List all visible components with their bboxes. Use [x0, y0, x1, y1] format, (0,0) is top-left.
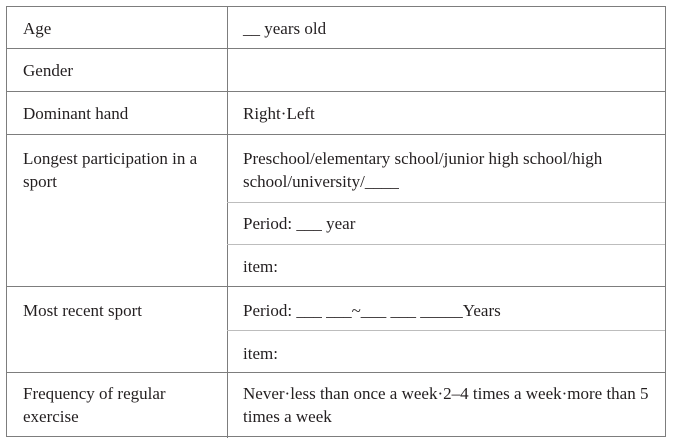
value-recent-period: Period: ___ ___~___ ___ _____Years [243, 301, 501, 320]
label-gender: Gender [23, 61, 74, 80]
table-row-longest-sport [7, 135, 665, 287]
label-age: Age [23, 19, 52, 38]
label-longest-sport: Longest participation in a sport [23, 149, 198, 191]
value-item: item: [243, 257, 278, 276]
label-dominant-hand: Dominant hand [23, 104, 129, 123]
questionnaire-table [6, 6, 666, 437]
value-dominant-hand: Right·Left [243, 104, 315, 123]
label-recent-sport: Most recent sport [23, 301, 142, 320]
value-period: Period: ___ year [243, 214, 356, 233]
value-recent-item: item: [243, 344, 278, 363]
table-row-age [7, 7, 665, 49]
table-row-recent-sport [7, 287, 665, 373]
table-row-dominant-hand [7, 92, 665, 135]
value-age: __ years old [243, 19, 327, 38]
value-frequency: Never·less than once a week·2–4 times a week·more than 5 times a week [243, 384, 649, 426]
table-row-gender [7, 49, 665, 92]
table-row-frequency [7, 373, 665, 438]
value-school-level: Preschool/elementary school/junior high school/high school/university/____ [243, 149, 603, 191]
label-frequency: Frequency of regular exercise [23, 384, 166, 426]
